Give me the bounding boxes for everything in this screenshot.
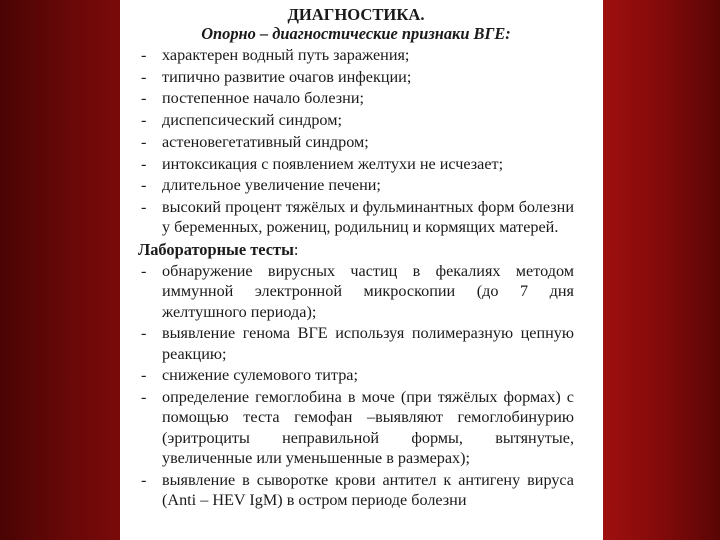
lab-tests-heading-colon: : xyxy=(293,239,299,259)
list-item: - интоксикация с появлением желтухи не исчезает; xyxy=(138,154,574,174)
document-content xyxy=(138,5,574,512)
list-item: - диспепсический синдром; xyxy=(138,110,574,130)
lab-tests-heading-text: Лабораторные тесты xyxy=(138,239,294,259)
diagnostic-signs-list xyxy=(138,45,574,238)
lab-tests-list xyxy=(138,261,574,511)
list-item: - выявление в сыворотке крови антител к антигену вируса (Anti – HEV IgM) в остром периоде болезни xyxy=(138,470,574,511)
left-frame-border xyxy=(0,0,120,540)
list-item: - характерен водный путь заражения; xyxy=(138,45,574,65)
page-title: ДИАГНОСТИКА. xyxy=(287,5,425,24)
list-item: - определение гемоглобина в моче (при тяжёлых формах) с помощью теста гемофан –выявляют гемоглобинурию (эритроциты неправильной формы, вытянутые, увеличенные или уменьшенные в размерах); xyxy=(138,387,574,469)
list-item: - снижение сулемового титра; xyxy=(138,365,574,385)
list-item: - постепенное начало болезни; xyxy=(138,88,574,108)
list-item: - типично развитие очагов инфекции; xyxy=(138,67,574,87)
list-item: - высокий процент тяжёлых и фульминантных форм болезни у беременных, рожениц, родильниц и кормящих матерей. xyxy=(138,197,574,238)
lab-tests-heading xyxy=(138,240,574,259)
list-item: - длительное увеличение печени; xyxy=(138,175,574,195)
list-item: - выявление генома ВГЕ используя полимеразную цепную реакцию; xyxy=(138,323,574,364)
right-frame-border xyxy=(603,0,720,540)
section-subtitle: Опорно – диагностические признаки ВГЕ: xyxy=(201,24,511,43)
list-item: - астеновегетативный синдром; xyxy=(138,132,574,152)
list-item: - обнаружение вирусных частиц в фекалиях методом иммунной электронной микроскопии (до 7 дня желтушного периода); xyxy=(138,261,574,322)
